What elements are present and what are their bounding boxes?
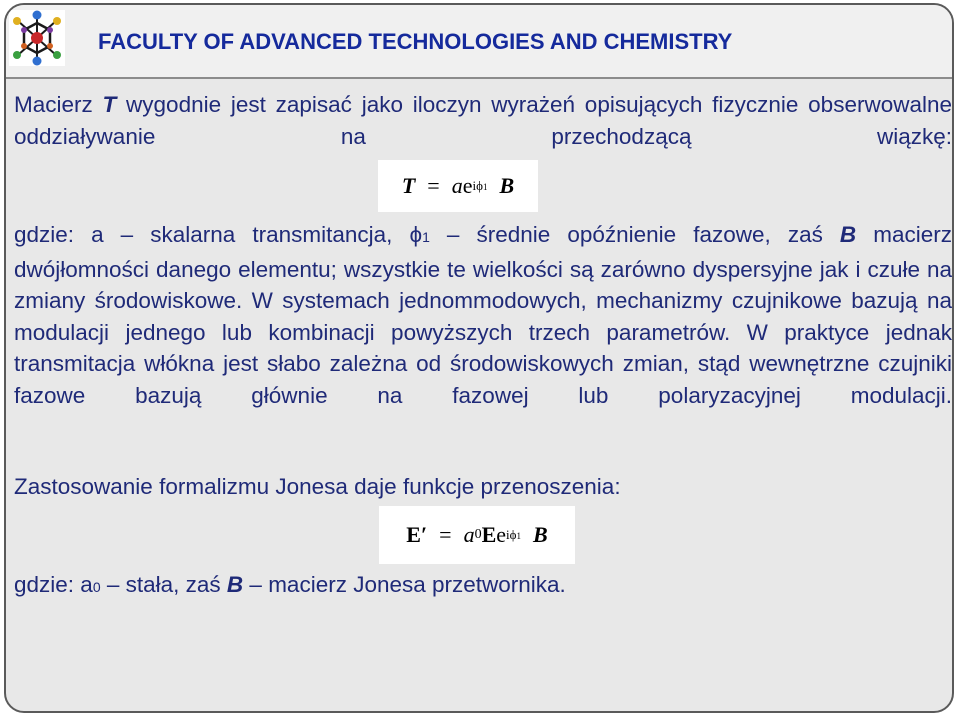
explanation-paragraph: gdzie: a – skalarna transmitancja, ϕ1 – średnie opóźnienie fazowe, zaś B macierz dwójłomności danego elementu; wszystkie te wielkości są zarówno dyspersyjne jak i czułe na zmiany środowiskowe. W systemach jednommodowych, mechanizmy czujnikowe bazują na modulacji jednego lub kombinacji powyższych trzech parametrów. W praktyce jednak transmitacja włókna jest słabo zależna od środowiskowych zmian, stąd wewnętrzne czujniki fazowe bazują głównie na fazowej lub polaryzacyjnej modulacji. bbox=[14, 222, 952, 408]
jones-intro: Zastosowanie formalizmu Jonesa daje funkcje przenoszenia: bbox=[14, 474, 621, 499]
slide bbox=[4, 3, 954, 713]
symbol-b: B bbox=[839, 222, 857, 247]
faculty-title: FACULTY OF ADVANCED TECHNOLOGIES AND CHEMISTRY bbox=[98, 29, 733, 54]
equation-jones: E′ = a 0 E e iϕ1 B bbox=[379, 506, 575, 564]
phi-symbol: ϕ bbox=[409, 222, 423, 247]
symbol-t: T bbox=[102, 92, 117, 117]
final-paragraph: gdzie: a0 – stała, zaś B – macierz Jonesa przetwornika. bbox=[14, 572, 566, 597]
equation-transfer-matrix: T = a e iϕ1 B bbox=[378, 160, 538, 212]
symbol-b-final: B bbox=[226, 572, 244, 597]
faculty-logo-icon bbox=[8, 9, 66, 67]
intro-paragraph: Macierz T wygodnie jest zapisać jako iloczyn wyrażeń opisujących fizycznie obserwowalne oddziaływanie na przechodzącą wiązkę: bbox=[14, 92, 952, 149]
slide-header bbox=[6, 5, 952, 79]
